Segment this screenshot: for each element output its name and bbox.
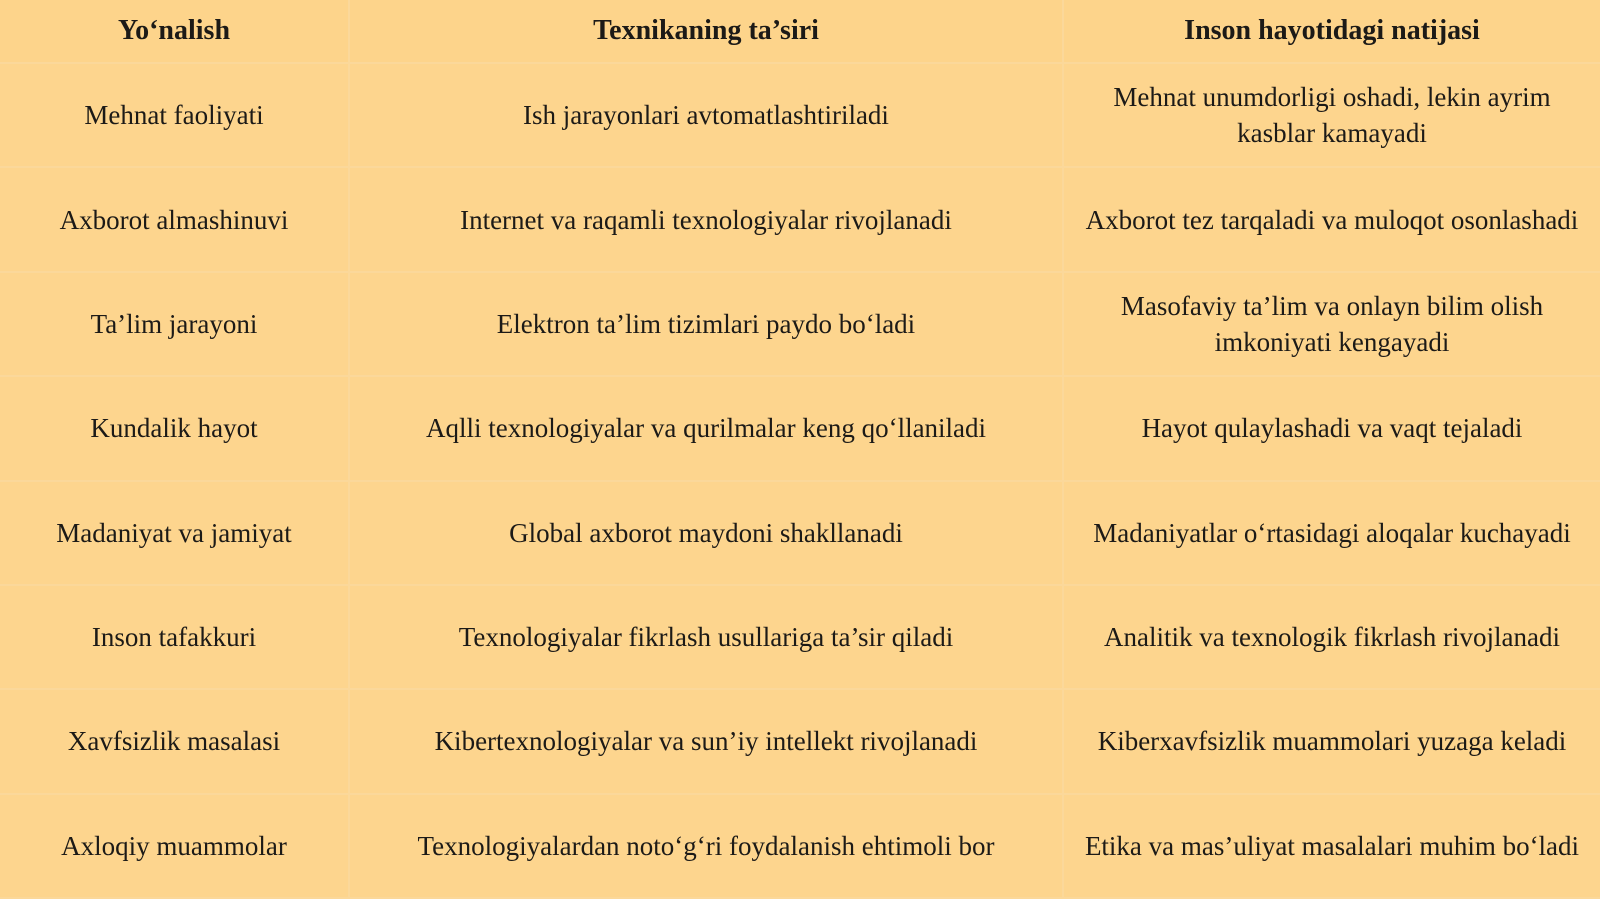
table-cell-result: Etika va mas’uliyat masalalari muhim bo‘ladi	[1064, 795, 1600, 899]
table-cell-impact: Kibertexnologiyalar va sun’iy intellekt rivojlanadi	[350, 690, 1064, 794]
table-cell-direction: Ta’lim jarayoni	[0, 273, 350, 377]
header-direction: Yo‘nalish	[0, 0, 350, 64]
header-human-life-result: Inson hayotidagi natijasi	[1064, 0, 1600, 64]
table-cell-direction: Xavfsizlik masalasi	[0, 690, 350, 794]
table-cell-impact: Elektron ta’lim tizimlari paydo bo‘ladi	[350, 273, 1064, 377]
table-cell-result: Masofaviy ta’lim va onlayn bilim olish imkoniyati kengayadi	[1064, 273, 1600, 377]
table-cell-direction: Madaniyat va jamiyat	[0, 482, 350, 586]
table-cell-direction: Kundalik hayot	[0, 377, 350, 481]
table-cell-result: Hayot qulaylashadi va vaqt tejaladi	[1064, 377, 1600, 481]
table-cell-result: Analitik va texnologik fikrlash rivojlanadi	[1064, 586, 1600, 690]
table-cell-impact: Texnologiyalardan noto‘g‘ri foydalanish ehtimoli bor	[350, 795, 1064, 899]
table-cell-result: Mehnat unumdorligi oshadi, lekin ayrim kasblar kamayadi	[1064, 64, 1600, 168]
table-cell-impact: Texnologiyalar fikrlash usullariga ta’sir qiladi	[350, 586, 1064, 690]
table-cell-result: Axborot tez tarqaladi va muloqot osonlashadi	[1064, 168, 1600, 272]
table-cell-impact: Internet va raqamli texnologiyalar rivojlanadi	[350, 168, 1064, 272]
table-cell-result: Kiberxavfsizlik muammolari yuzaga keladi	[1064, 690, 1600, 794]
table-cell-impact: Aqlli texnologiyalar va qurilmalar keng qo‘llaniladi	[350, 377, 1064, 481]
table-cell-result: Madaniyatlar o‘rtasidagi aloqalar kuchayadi	[1064, 482, 1600, 586]
header-technology-impact: Texnikaning ta’siri	[350, 0, 1064, 64]
table-cell-direction: Axborot almashinuvi	[0, 168, 350, 272]
table-cell-impact: Ish jarayonlari avtomatlashtiriladi	[350, 64, 1064, 168]
table-cell-direction: Axloqiy muammolar	[0, 795, 350, 899]
table-cell-direction: Mehnat faoliyati	[0, 64, 350, 168]
table-cell-direction: Inson tafakkuri	[0, 586, 350, 690]
table-cell-impact: Global axborot maydoni shakllanadi	[350, 482, 1064, 586]
